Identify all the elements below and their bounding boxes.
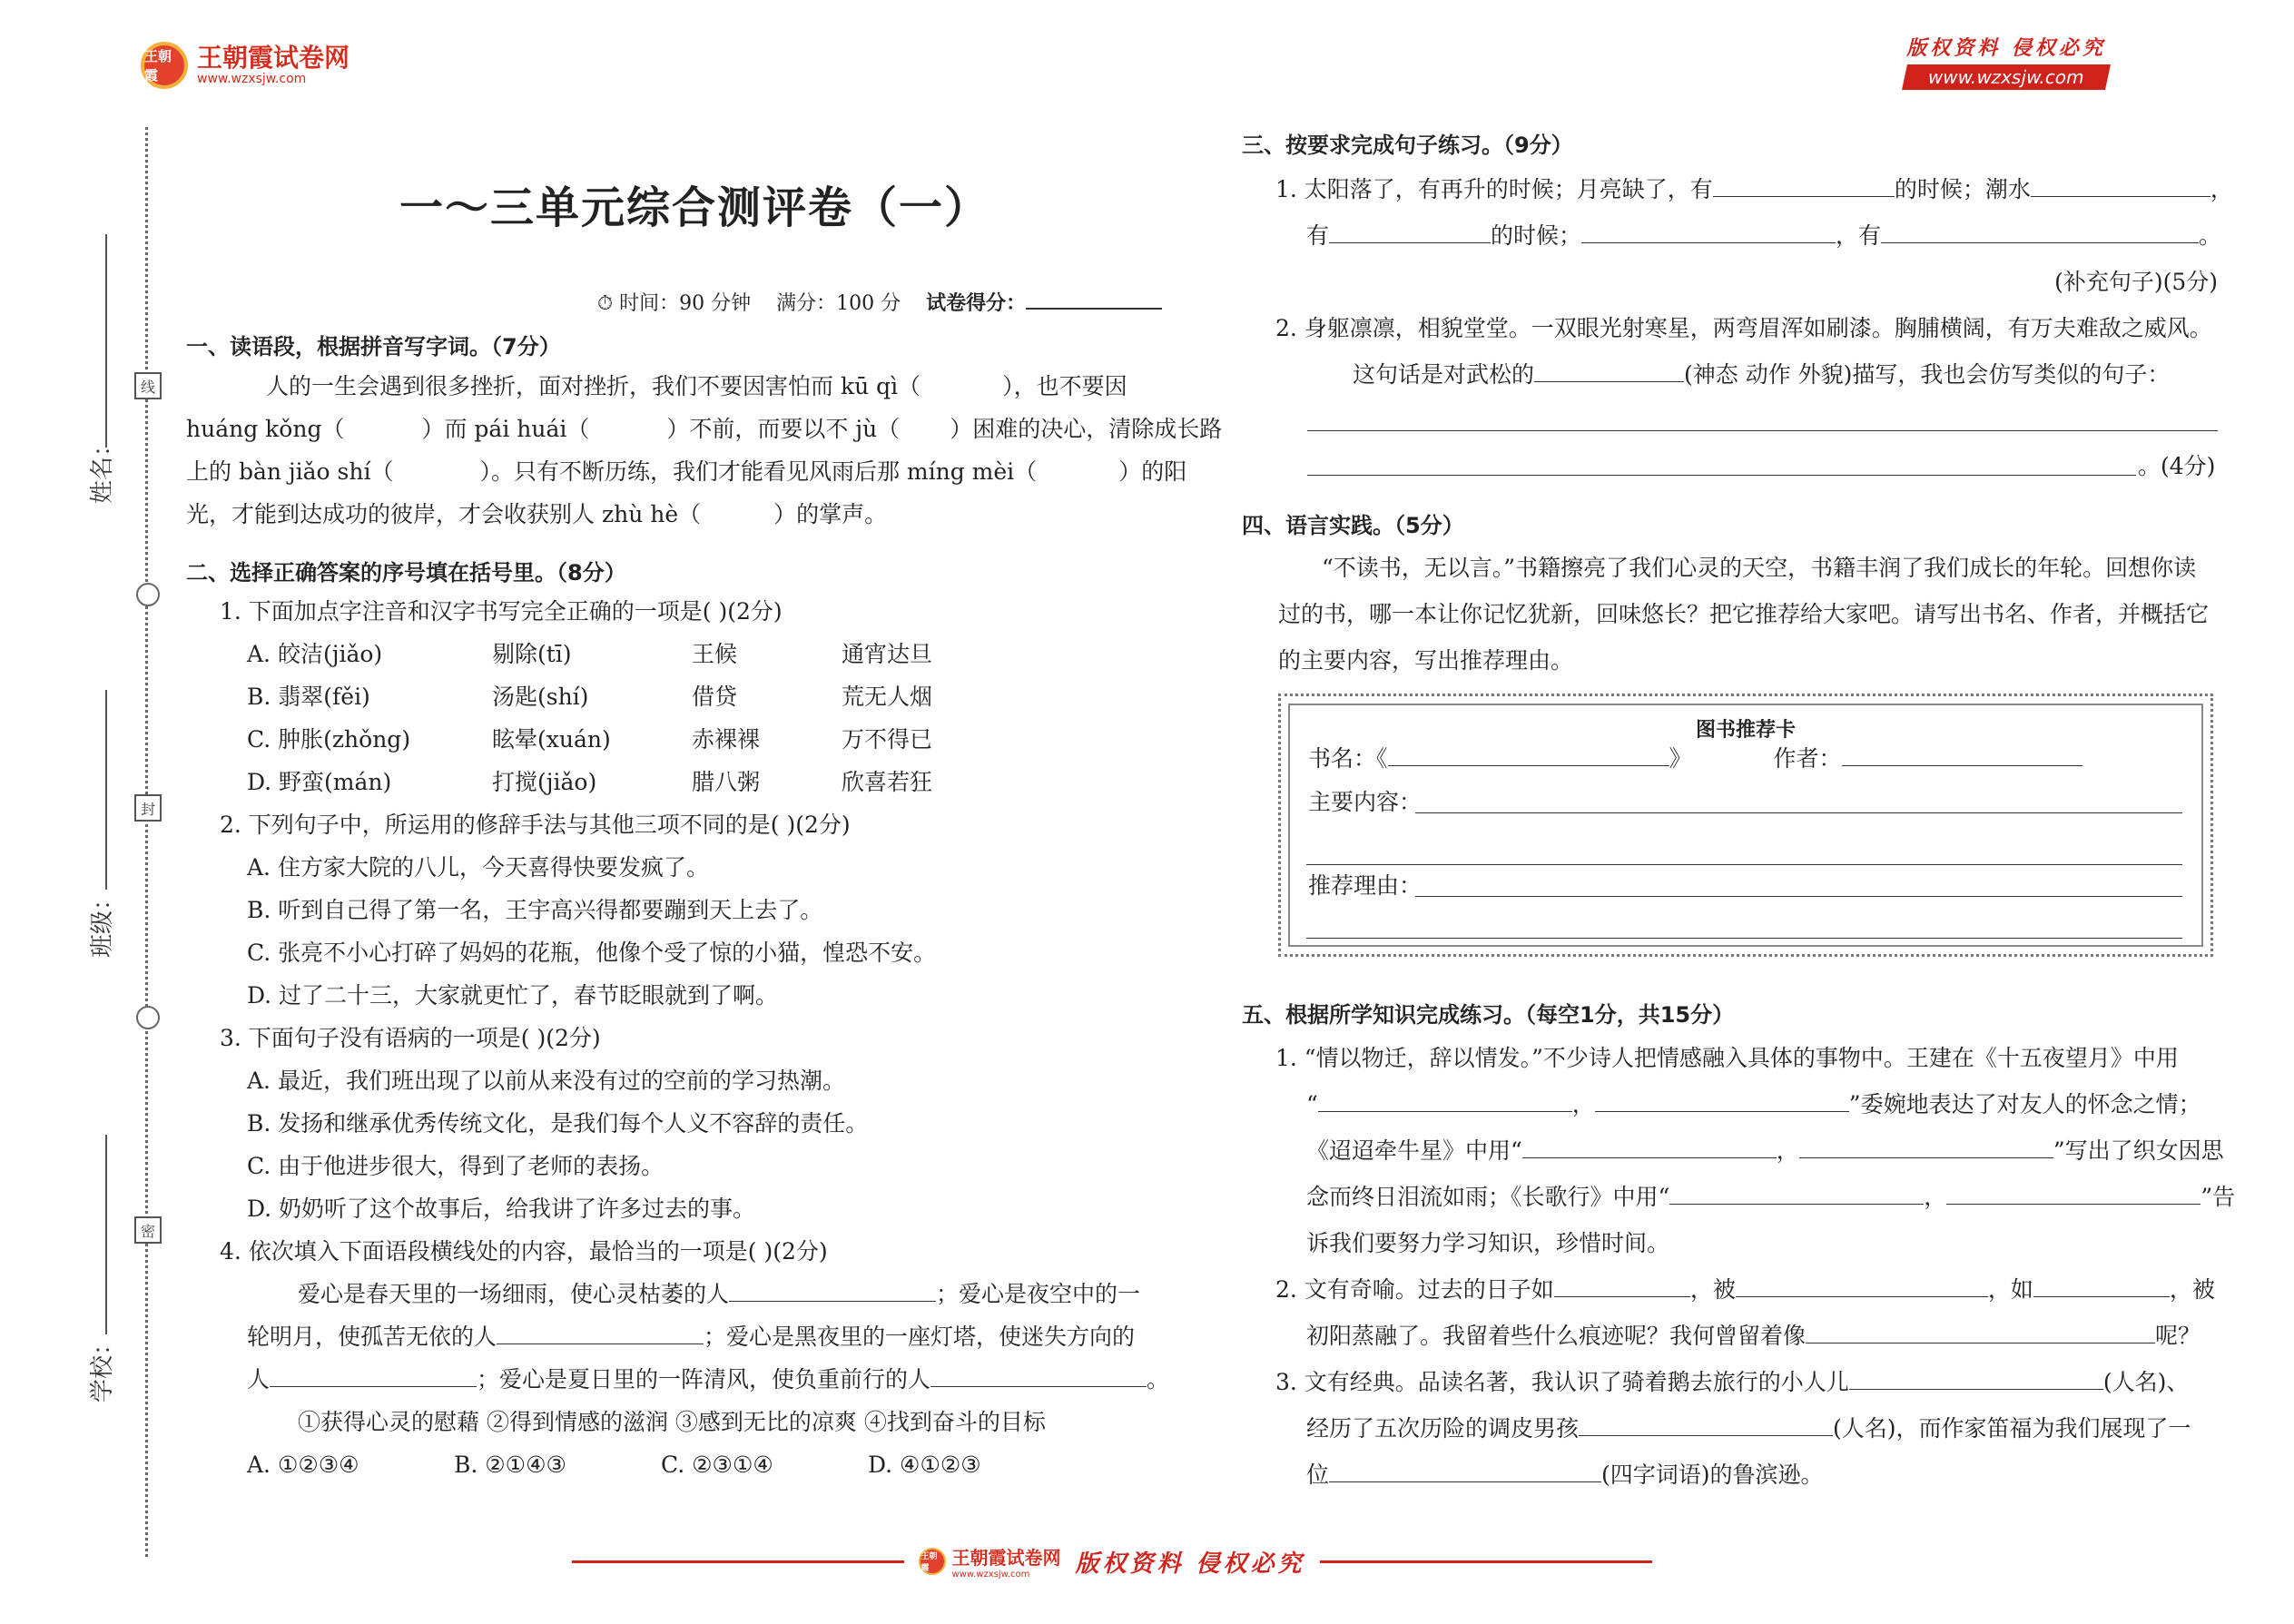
- option-text: B. 听到自己得了第一名，王宇高兴得都要蹦到天上去了。: [247, 897, 823, 923]
- answer-blank[interactable]: [1669, 1184, 1924, 1205]
- s5-text: (人名)、: [2102, 1369, 2190, 1395]
- s5-text: 《迢迢牵牛星》中用“: [1306, 1137, 1522, 1164]
- school-label: 学校：: [89, 1331, 116, 1403]
- s1-text: ）的阳: [1118, 458, 1187, 485]
- copyright-text: 版权资料 侵权必究: [1906, 36, 2106, 60]
- q4-text: 爱心是春天里的一场细雨，使心灵枯萎的人: [298, 1281, 730, 1307]
- s5-text: 念而终日泪流如雨；《长歌行》中用“: [1306, 1184, 1670, 1210]
- section-2-q2: 2. 下列句子中，所运用的修辞手法与其他三项不同的是( )(2分): [220, 812, 851, 838]
- copyright-banner: [1905, 33, 2108, 90]
- answer-blank[interactable]: [270, 1366, 477, 1387]
- q4-text: 轮明月，使孤苦无依的人: [247, 1324, 497, 1350]
- content-line[interactable]: [1415, 812, 2182, 813]
- s3-q2: 2. 身躯凛凛，相貌堂堂。一双眼光射寒星，两弯眉浑如刷漆。胸脯横阔，有万夫难敌之威风。: [1275, 315, 2212, 341]
- answer-blank[interactable]: [1736, 1276, 1988, 1297]
- reason-line[interactable]: [1415, 896, 2182, 897]
- s1-text: huáng kǒng（: [186, 416, 345, 442]
- option-text: 借贷: [692, 684, 738, 710]
- score-label: 试卷得分：: [926, 292, 1027, 315]
- s5-text: ，: [1571, 1091, 1595, 1117]
- s1-text: ）而 pái huái（: [421, 416, 590, 442]
- option-text: 王候: [692, 641, 738, 667]
- footer-copyright: 版权资料 侵权必究: [1075, 1550, 1305, 1578]
- s5-text: 呢？: [2155, 1323, 2201, 1349]
- answer-blank[interactable]: [2033, 1276, 2170, 1297]
- content-label: 主要内容：: [1308, 789, 1423, 815]
- answer-blank[interactable]: [1595, 1091, 1849, 1112]
- answer-blank[interactable]: [1554, 1276, 1690, 1297]
- q4-text: ；爱心是夜空中的一: [936, 1281, 1141, 1307]
- s1-text: ）不前，而要以不 jù（: [666, 416, 901, 442]
- content-line[interactable]: [1306, 864, 2182, 865]
- s3-text: 的时候；: [1491, 222, 1582, 249]
- name-label: 姓名：: [89, 432, 116, 504]
- answer-blank[interactable]: [497, 1324, 704, 1344]
- s5-text: 经历了五次历险的调皮男孩: [1306, 1415, 1580, 1442]
- option-text: 腊八粥: [692, 769, 761, 795]
- section-2-heading: 二、选择正确答案的序号填在括号里。（8分）: [186, 560, 626, 586]
- binding-knot-icon: [136, 583, 160, 606]
- author-blank[interactable]: [1842, 745, 2082, 766]
- page-title: 一～三单元综合测评卷（一）: [399, 182, 990, 233]
- book-recommend-card: [1278, 694, 2213, 957]
- footer-brand-url: www.wzxsjw.com: [951, 1570, 1030, 1580]
- q1-note: (补充句子)(5分): [2054, 269, 2218, 295]
- q4-text: 人: [247, 1366, 271, 1393]
- answer-blank[interactable]: [1329, 222, 1491, 243]
- brand-name: 王朝霞试卷网: [197, 43, 350, 73]
- section-1-passage: [186, 365, 1223, 536]
- answer-blank[interactable]: [1946, 1184, 2200, 1205]
- reason-line[interactable]: [1306, 938, 2182, 939]
- s5-text: ”写出了织女因思: [2053, 1137, 2224, 1164]
- answer-blank[interactable]: [1581, 222, 1836, 243]
- s5-text: ”委婉地表达了对友人的怀念之情；: [1848, 1091, 2201, 1117]
- footer-rule: [1320, 1560, 1652, 1563]
- section-4-heading: 四、语言实践。（5分）: [1242, 513, 1464, 538]
- q3-options: [247, 1059, 868, 1230]
- s3-text: ，有: [1836, 222, 1882, 249]
- book-name-blank[interactable]: [1388, 745, 1669, 766]
- section-4-prompt: [1278, 545, 2209, 684]
- class-label: 班级：: [89, 886, 116, 958]
- footer-brand-name: 王朝霞试卷网: [951, 1547, 1061, 1569]
- s5-text: ，: [1924, 1184, 1947, 1210]
- seal-line: 线: [134, 372, 162, 399]
- section-5-body: [1275, 1035, 2235, 1498]
- s1-text: ）。只有不断历练，我们才能看见风雨后那 míng mèi（: [479, 458, 1038, 485]
- s5-text: 初阳蒸融了。我留着些什么痕迹呢？我何曾留着像: [1306, 1323, 1807, 1349]
- answer-blank[interactable]: [1579, 1415, 1833, 1436]
- option-text: C. 由于他进步很大，得到了老师的表扬。: [247, 1153, 665, 1179]
- answer-line[interactable]: [1307, 475, 2136, 476]
- option-text: 赤裸裸: [692, 726, 761, 753]
- answer-blank[interactable]: [1713, 176, 1895, 197]
- option-text: B. 发扬和继承优秀传统文化，是我们每个人义不容辞的责任。: [247, 1110, 869, 1137]
- class-blank-line: [105, 690, 107, 890]
- section-5-heading: 五、根据所学知识完成练习。（每空1分，共15分）: [1242, 1002, 1735, 1028]
- option-text: A. 住方家大院的八儿，今天喜得快要发疯了。: [247, 854, 709, 881]
- option-text: C. 肿胀(zhǒng): [247, 726, 411, 753]
- s5-text: ”告: [2200, 1184, 2236, 1210]
- name-blank-line: [105, 234, 107, 448]
- footer-brand: [919, 1543, 1060, 1580]
- q4-choices: ①获得心灵的慰藉 ②得到情感的滋润 ③感到无比的凉爽 ④找到奋斗的目标: [298, 1409, 1046, 1435]
- answer-blank[interactable]: [1849, 1369, 2103, 1390]
- s3-text: 有: [1306, 222, 1330, 249]
- s5-text: 位: [1306, 1462, 1330, 1488]
- exam-full-score: 满分：100 分: [776, 292, 901, 315]
- option-text: 荒无人烟: [842, 684, 933, 710]
- s1-text: ）的掌声。: [773, 501, 888, 527]
- s1-text: 人的一生会遇到很多挫折，面对挫折，我们不要因害怕而 kū qì（: [266, 373, 921, 399]
- s5-text: 3. 文有经典。品读名著，我认识了骑着鹅去旅行的小人儿: [1275, 1369, 1849, 1395]
- s1-text: ），也不要因: [1002, 373, 1127, 399]
- s3-text: 1. 太阳落了，有再升的时候；月亮缺了，有: [1275, 176, 1713, 202]
- s5-text: ，被: [2169, 1276, 2215, 1303]
- option-text: C. ②③①④: [661, 1452, 773, 1478]
- option-text: D. 野蛮(mán): [247, 769, 392, 795]
- school-blank-line: [105, 1135, 107, 1334]
- s1-text: ）困难的决心，清除成长路: [950, 416, 1223, 442]
- footer-rule: [572, 1560, 904, 1563]
- exam-time: ⏱ 时间：90 分钟: [597, 292, 752, 315]
- seal-secret: 密: [134, 1216, 162, 1244]
- brand-badge-icon: 王朝霞: [919, 1548, 946, 1575]
- q4-passage: [247, 1273, 1169, 1486]
- q4-text: 。: [1147, 1366, 1170, 1393]
- seal-seal: 封: [134, 794, 162, 822]
- section-2-q4: 4. 依次填入下面语段横线处的内容，最恰当的一项是( )(2分): [220, 1238, 828, 1265]
- option-text: A. 皎洁(jiǎo): [247, 641, 383, 667]
- binding-dotted-line: [145, 127, 148, 1557]
- answer-blank[interactable]: [921, 374, 1002, 394]
- q4-text: ；爱心是黑夜里的一座灯塔，使迷失方向的: [704, 1324, 1136, 1350]
- book-label: 》: [1669, 745, 1692, 772]
- answer-blank[interactable]: [729, 1281, 936, 1302]
- q2-options: [247, 846, 936, 1017]
- section-3-q1: [1275, 166, 2233, 398]
- s1-text: 光，才能到达成功的彼岸，才会收获别人 zhù hè（: [186, 501, 702, 527]
- section-2-q3: 3. 下面句子没有语病的一项是( )(2分): [220, 1025, 601, 1051]
- option-text: A. 最近，我们班出现了以前从来没有过的空前的学习热潮。: [247, 1068, 845, 1094]
- brand-url: www.wzxsjw.com: [197, 72, 307, 86]
- option-text: B. ②①④③: [454, 1452, 566, 1478]
- card-title: 图书推荐卡: [1695, 719, 1796, 742]
- option-text: A. ①②③④: [247, 1452, 359, 1478]
- answer-blank[interactable]: [1534, 361, 1684, 382]
- answer-blank[interactable]: [930, 1366, 1147, 1387]
- answer-blank[interactable]: [1329, 1462, 1601, 1482]
- s3-text: 。: [2199, 222, 2222, 249]
- s5-text: ，如: [1987, 1276, 2033, 1303]
- score-blank[interactable]: [1026, 308, 1162, 310]
- option-text: 欣喜若狂: [842, 769, 933, 795]
- s5-text: (人名)，而作家笛福为我们展现了一: [1833, 1415, 2191, 1442]
- book-label: 书名：《: [1308, 745, 1388, 772]
- section-3-heading: 三、按要求完成句子练习。（9分）: [1242, 133, 1573, 158]
- s3-text: (神态 动作 外貌)描写，我也会仿写类似的句子：: [1684, 361, 2171, 388]
- page-footer: [572, 1543, 1652, 1580]
- option-text: 剔除(tī): [492, 641, 572, 667]
- s3-text: 这句话是对武松的: [1353, 361, 1535, 388]
- brand-badge-icon: 王朝霞: [141, 42, 188, 89]
- answer-blank[interactable]: [1799, 1137, 2053, 1158]
- s5-text: (四字词语)的鲁滨逊。: [1601, 1462, 1824, 1488]
- s3-text: ，: [2210, 176, 2233, 202]
- option-text: D. ④①②③: [868, 1452, 981, 1478]
- option-text: B. 翡翠(fěi): [247, 684, 370, 710]
- author-label: 作者：: [1773, 745, 1842, 772]
- option-text: D. 过了二十三，大家就更忙了，春节眨眼就到了啊。: [247, 982, 779, 1009]
- brand-logo: [141, 42, 350, 89]
- copyright-url: www.wzxsjw.com: [1902, 64, 2111, 90]
- section-2-q1: 1. 下面加点字注音和汉字书写完全正确的一项是( )(2分): [220, 598, 783, 625]
- s5-text: 2. 文有奇喻。过去的日子如: [1275, 1276, 1554, 1303]
- answer-blank[interactable]: [1806, 1323, 2155, 1343]
- s5-text: 1. “情以物迁，辞以情发。”不少诗人把情感融入具体的事物中。王建在《十五夜望月》中用: [1275, 1045, 2179, 1071]
- answer-blank[interactable]: [1881, 222, 2199, 243]
- s1-text: 上的 bàn jiǎo shí（: [186, 458, 394, 485]
- option-text: 眩晕(xuán): [492, 726, 611, 753]
- answer-blank[interactable]: [1318, 1091, 1572, 1112]
- s5-text: ，被: [1689, 1276, 1736, 1303]
- exam-meta: [597, 288, 1162, 316]
- option-text: 汤匙(shí): [492, 684, 589, 710]
- answer-blank[interactable]: [2031, 176, 2210, 197]
- option-text: D. 奶奶听了这个故事后，给我讲了许多过去的事。: [247, 1196, 756, 1222]
- s4-text: 过的书，哪一本让你记忆犹新，回味悠长？把它推荐给大家吧。请写出书名、作者，并概括它: [1278, 601, 2210, 627]
- answer-blank[interactable]: [1522, 1137, 1777, 1158]
- option-text: 通宵达旦: [842, 641, 933, 667]
- q4-text: ；爱心是夏日里的一阵清风，使负重前行的人: [477, 1366, 931, 1393]
- option-text: 打搅(jiǎo): [492, 769, 597, 795]
- s4-text: 的主要内容，写出推荐理由。: [1278, 647, 1574, 674]
- binding-knot-icon: [136, 1006, 160, 1029]
- reason-label: 推荐理由：: [1308, 872, 1423, 899]
- section-1-heading: 一、读语段，根据拼音写字词。（7分）: [186, 334, 561, 359]
- s4-text: “不读书，无以言。”书籍擦亮了我们心灵的天空，书籍丰润了我们成长的年轮。回想你读: [1322, 555, 2197, 581]
- q2-score: 。(4分): [2138, 453, 2216, 479]
- s5-text: ，: [1776, 1137, 1799, 1164]
- option-text: C. 张亮不小心打碎了妈妈的花瓶，他像个受了惊的小猫，惶恐不安。: [247, 940, 937, 966]
- answer-line[interactable]: [1307, 430, 2218, 431]
- option-text: 万不得已: [842, 726, 933, 753]
- s5-text: 诉我们要努力学习知识，珍惜时间。: [1306, 1230, 1670, 1256]
- s5-text: “: [1306, 1091, 1318, 1117]
- s3-text: 的时候；潮水: [1894, 176, 2031, 202]
- q1-options: [247, 633, 932, 803]
